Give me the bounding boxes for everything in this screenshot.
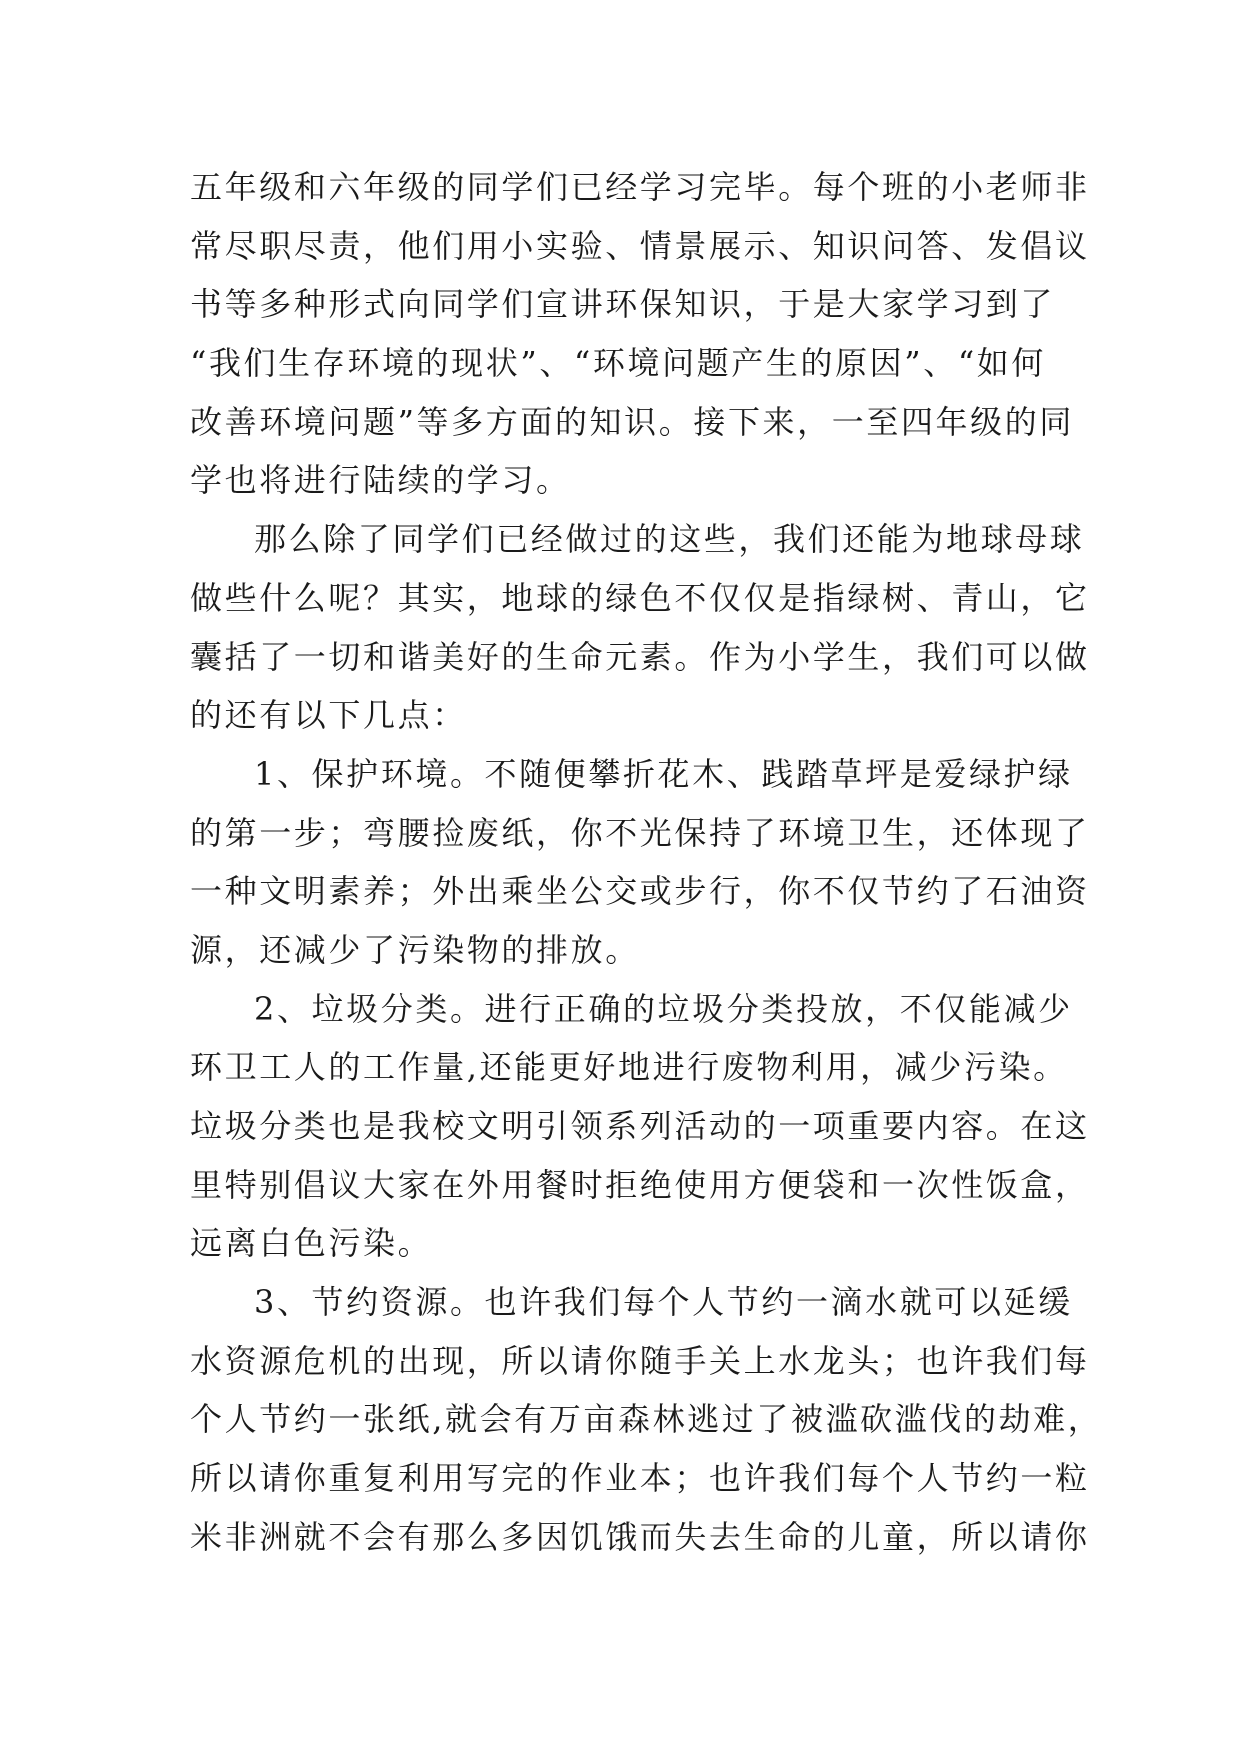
body-text [190, 158, 1103, 1567]
text-line: 环卫工人的工作量,还能更好地进行废物利用，减少污染。 [190, 1048, 1068, 1087]
text-line: 源，还减少了污染物的排放。 [190, 930, 640, 969]
list-item-3-start: 3、节约资源。也许我们每个人节约一滴水就可以延缓 [254, 1283, 1073, 1322]
text-line: “我们生存环境的现状”、“环境问题产生的原因”、“如何 [190, 344, 1046, 383]
text-line: 垃圾分类也是我校文明引领系列活动的一项重要内容。在这 [190, 1107, 1090, 1145]
text-line: 的还有以下几点： [190, 696, 467, 735]
text-line: 学也将进行陆续的学习。 [190, 461, 571, 500]
paragraph-start-line: 那么除了同学们已经做过的这些，我们还能为地球母球 [254, 520, 1085, 559]
text-line: 的第一步；弯腰捡废纸，你不光保持了环境卫生，还体现了 [190, 813, 1090, 852]
text-line: 一种文明素养；外出乘坐公交或步行，你不仅节约了石油资 [190, 872, 1090, 911]
text-line: 做些什么呢？其实，地球的绿色不仅仅是指绿树、青山，它 [190, 578, 1090, 617]
text-line: 书等多种形式向同学们宣讲环保知识，于是大家学习到了 [190, 285, 1056, 324]
text-line: 五年级和六年级的同学们已经学习完毕。每个班的小老师非 [190, 168, 1090, 206]
text-line: 改善环境问题”等多方面的知识。接下来，一至四年级的同 [190, 402, 1074, 441]
list-item-2-start: 2、垃圾分类。进行正确的垃圾分类投放，不仅能减少 [254, 989, 1073, 1028]
text-line: 米非洲就不会有那么多因饥饿而失去生命的儿童，所以请你 [190, 1517, 1090, 1556]
text-line: 水资源危机的出现，所以请你随手关上水龙头；也许我们每 [190, 1341, 1090, 1380]
text-line: 所以请你重复利用写完的作业本；也许我们每个人节约一粒 [190, 1459, 1090, 1498]
list-item-1-start: 1、保护环境。不随便攀折花木、践踏草坪是爱绿护绿 [254, 754, 1073, 793]
text-line: 常尽职尽责，他们用小实验、情景展示、知识问答、发倡议 [190, 226, 1090, 265]
text-line: 个人节约一张纸,就会有万亩森林逃过了被滥砍滥伐的劫难， [190, 1400, 1103, 1439]
text-line: 囊括了一切和谐美好的生命元素。作为小学生，我们可以做 [190, 637, 1090, 676]
text-line: 远离白色污染。 [190, 1224, 433, 1263]
text-line: 里特别倡议大家在外用餐时拒绝使用方便袋和一次性饭盒， [190, 1165, 1090, 1204]
